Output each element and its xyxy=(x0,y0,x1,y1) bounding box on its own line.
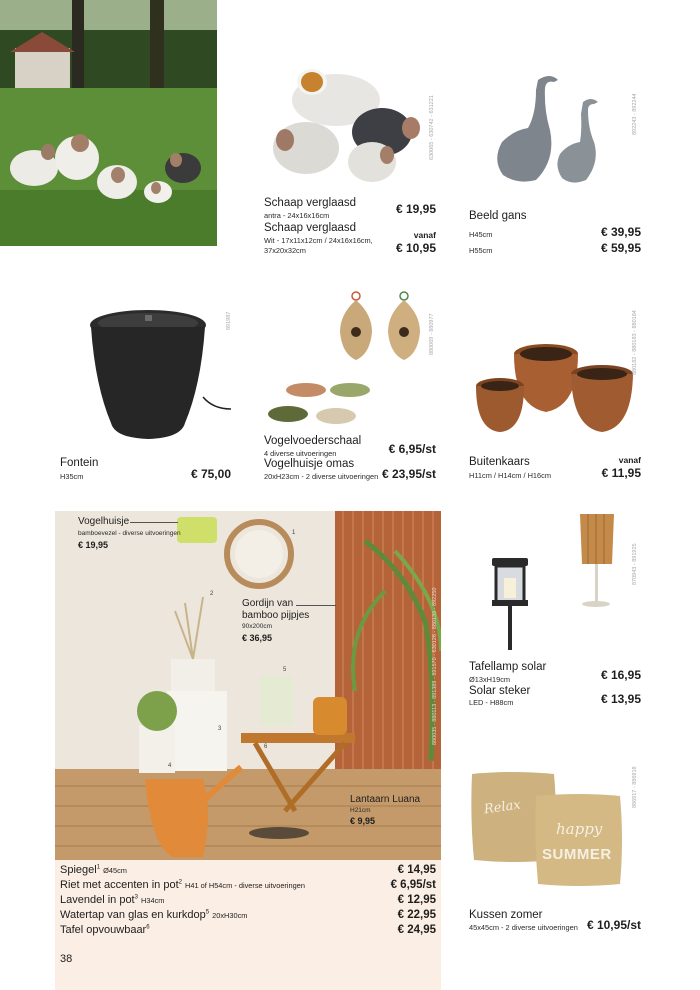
solar-stake-price: € 13,95 xyxy=(600,692,641,706)
candle-spec: H11cm / H14cm / H16cm xyxy=(469,471,551,480)
scene-curtain-price: € 36,95 xyxy=(242,633,273,643)
page-number: 38 xyxy=(60,953,73,965)
outdoor-candle-pots-icon xyxy=(474,340,636,435)
solar-table-lamp-spec: Ø13xH19cm xyxy=(469,675,511,684)
solar-stake-spec: LED - H88cm xyxy=(469,698,514,707)
solar-table-lamp-price: € 16,95 xyxy=(600,668,641,682)
birdhouse-omas-icon xyxy=(334,288,429,363)
scene-marker-3: 3 xyxy=(218,726,222,732)
list-item-water-tap-label: Watertap van glas en kurkdop$^5$ 20xH30cm xyxy=(60,909,248,921)
scene-birdhouse-leader-line xyxy=(130,522,178,523)
scene-curtain-spec: 90x200cm xyxy=(242,623,272,630)
goose-statue-icon xyxy=(488,70,623,190)
terrace-scene-icon xyxy=(55,511,441,860)
list-item-table xyxy=(60,924,436,939)
bird-feeder-name: Vogelvoederschaal xyxy=(264,435,362,447)
bird-feeder-dishes-icon xyxy=(266,378,376,430)
sheep-antra-price: € 19,95 xyxy=(395,202,436,216)
sheep-white-price: € 10,95 xyxy=(395,241,436,255)
list-item-table-label: Tafel opvouwbaar$^6$ xyxy=(60,924,150,936)
birdhouse-name: Vogelhuisje omas xyxy=(264,458,355,470)
birdhouse-price: € 23,95/st xyxy=(381,467,436,481)
list-item-mirror xyxy=(60,864,436,879)
sheep-garden-photo xyxy=(0,0,217,246)
cushion-spec: 45x45cm - 2 diverse uitvoeringen xyxy=(469,923,578,932)
scene-curtain-leader-line xyxy=(296,605,336,606)
candle-vanaf: vanaf xyxy=(618,455,641,465)
sheep-article-code: 630065 - 630742 - 631221 xyxy=(429,95,435,160)
sheep-garden-photo-icon xyxy=(0,0,217,246)
bird-feeder-price: € 6,95/st xyxy=(388,442,436,456)
goose-h55-price: € 59,95 xyxy=(600,241,641,255)
goose-product-image xyxy=(488,70,623,190)
scene-marker-6: 6 xyxy=(264,744,268,750)
birdhouse-spec: 20xH23cm - 2 diverse uitvoeringen xyxy=(264,472,379,481)
scene-birdhouse-spec: bamboevezel - diverse uitvoeringen xyxy=(78,530,181,537)
list-item-reed xyxy=(60,879,436,894)
scene-marker-2: 2 xyxy=(210,591,214,597)
list-item-reed-price: € 6,95/st xyxy=(390,879,436,891)
goose-article-code: 892243 - 892244 xyxy=(632,93,638,135)
cushion-happy-text: happy xyxy=(556,820,603,838)
list-item-lavender-price: € 12,95 xyxy=(397,894,436,906)
list-item-water-tap-price: € 22,95 xyxy=(397,909,436,921)
list-item-mirror-label: Spiegel$^1$ Ø45cm xyxy=(60,864,127,876)
list-item-lavender-label: Lavendel in pot$^3$ H34cm xyxy=(60,894,165,906)
sheep-white-spec-2: 37x20x32cm xyxy=(264,246,306,255)
sheep-white-spec: Wit - 17x11x12cm / 24x16x16cm, xyxy=(264,236,373,245)
sheep-antra-name: Schaap verglaasd xyxy=(264,197,357,209)
solar-lamps-product-image xyxy=(484,512,626,652)
fountain-icon xyxy=(85,305,235,445)
fountain-product-image xyxy=(85,305,235,445)
birdhouse-product-image xyxy=(334,288,429,363)
ceramic-sheep-icon xyxy=(264,60,429,190)
birdhouse-article-code: 880069 - 880977 xyxy=(429,313,435,355)
cushion-name: Kussen zomer xyxy=(469,909,543,921)
scene-marker-5: 5 xyxy=(283,667,287,673)
solar-lamps-article-code: 870943 - 891925 xyxy=(632,543,638,585)
scene-lantern-name: Lantaarn Luana xyxy=(350,794,421,805)
scene-birdhouse-price: € 19,95 xyxy=(78,540,109,550)
scene-marker-1: 1 xyxy=(292,530,296,536)
cushion-price: € 10,95/st xyxy=(586,918,641,932)
scene-lantern-price: € 9,95 xyxy=(350,816,376,826)
solar-table-lamp-name: Tafellamp solar xyxy=(469,661,547,673)
terrace-scene-photo xyxy=(55,511,441,860)
fountain-name: Fontein xyxy=(60,457,99,469)
sheep-white-vanaf: vanaf xyxy=(413,230,436,240)
scene-marker-4: 4 xyxy=(168,763,172,769)
list-item-reed-label: Riet met accenten in pot$^2$ H41 of H54cm - diverse uitvoeringen xyxy=(60,879,305,891)
scene-curtain-name-1: Gordijn van xyxy=(242,598,294,609)
candle-price: € 11,95 xyxy=(601,466,641,480)
goose-h55-spec: H55cm xyxy=(469,246,493,255)
list-item-table-price: € 24,95 xyxy=(397,924,436,936)
scene-curtain-name-2: bamboo pijpjes xyxy=(242,610,310,621)
candle-product-image xyxy=(474,340,636,435)
goose-h45-spec: H45cm xyxy=(469,230,493,239)
fountain-spec: H35cm xyxy=(60,472,84,481)
sheep-antra-spec: antra - 24x16x16cm xyxy=(264,211,330,220)
sheep-product-image xyxy=(264,60,429,190)
list-item-water-tap xyxy=(60,909,436,924)
cushion-summer-text: SUMMER xyxy=(542,846,612,863)
bird-feeder-product-image xyxy=(266,378,376,430)
goose-name: Beeld gans xyxy=(469,210,527,222)
candle-name: Buitenkaars xyxy=(469,456,530,468)
scene-article-code: 880035 - 880113 - 891389 - 891570 - 630126 - 880139 - 892250 xyxy=(432,587,438,745)
goose-h45-price: € 39,95 xyxy=(600,225,641,239)
scene-birdhouse-name: Vogelhuisje xyxy=(78,516,130,527)
fountain-article-code: 891987 xyxy=(226,311,232,330)
fountain-price: € 75,00 xyxy=(190,467,231,481)
solar-stake-name: Solar steker xyxy=(469,685,531,697)
list-item-mirror-price: € 14,95 xyxy=(397,864,436,876)
cushion-article-code: 886917 - 886918 xyxy=(632,766,638,808)
sheep-white-name: Schaap verglaasd xyxy=(264,222,357,234)
scene-lantern-spec: H21cm xyxy=(350,807,371,814)
list-item-lavender xyxy=(60,894,436,909)
candle-article-code: 880182 - 880183 - 880184 xyxy=(632,310,638,375)
bird-feeder-spec: 4 diverse uitvoeringen xyxy=(264,449,337,458)
solar-lamp-icon xyxy=(484,512,626,652)
cushion-relax-text: Relax xyxy=(483,797,522,818)
